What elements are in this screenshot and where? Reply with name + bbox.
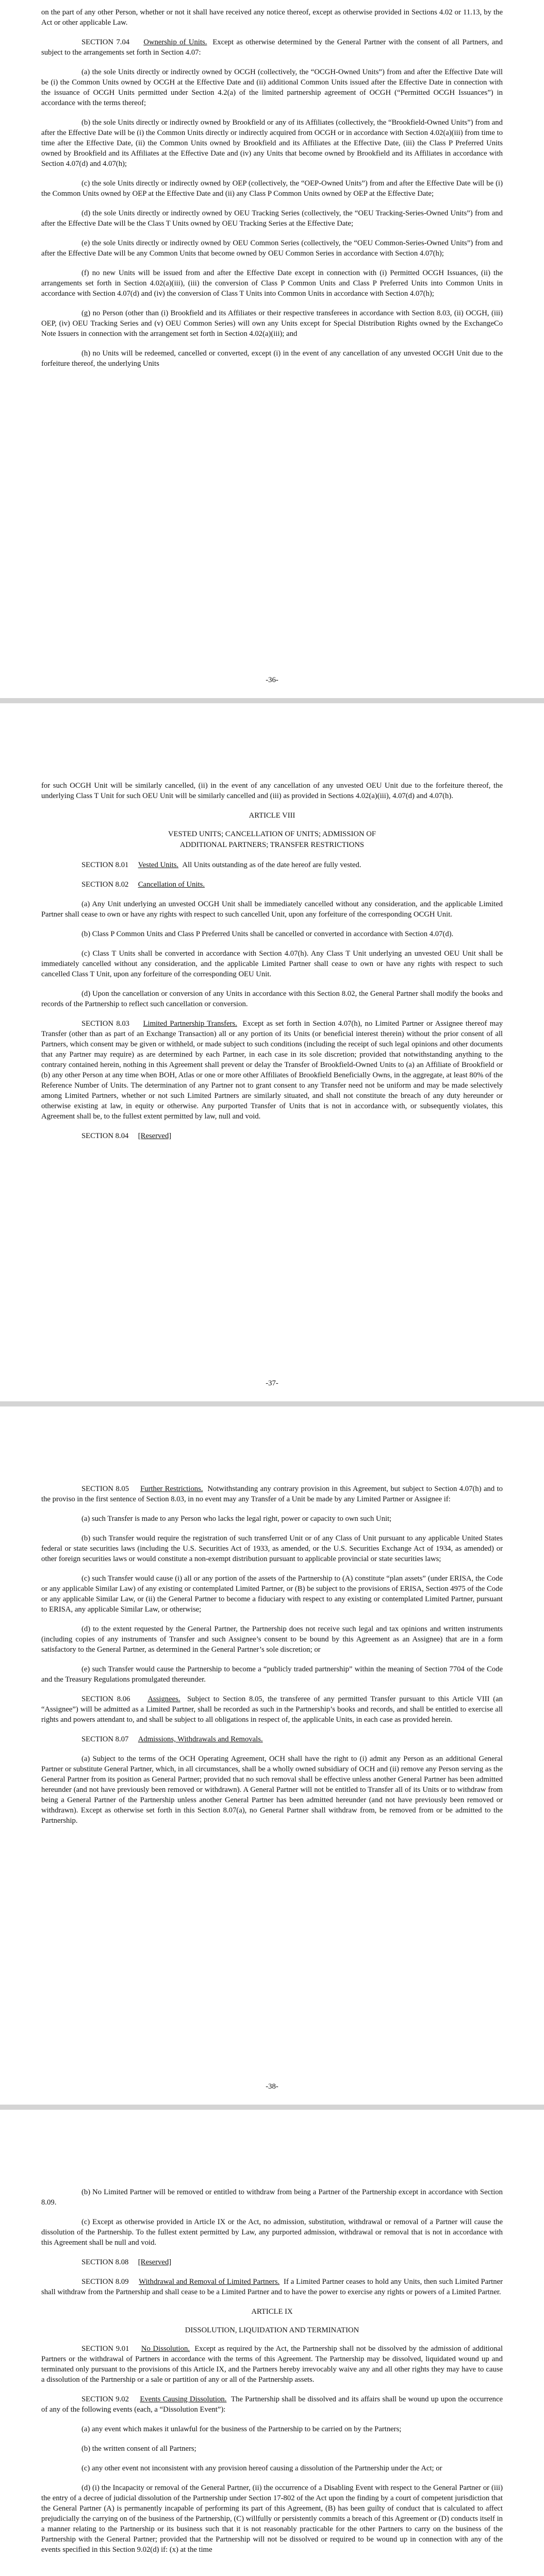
clause-f: (f) no new Units will be issued from and after the Effective Date except in connection with (i) Permitted OCGH Issuances, (ii) the arrangements set forth in Section 4.02(a)(iii), (iii) the conversion of Class P Common Units and Class P Preferred Units into Common Units in accordance with Section 4.07(d) and (iv) the conversion of Class T Units into Common Units in accordance with Section 4.07(h); [41,269,503,298]
clause-a: (a) Subject to the terms of the OCH Operating Agreement, OCH shall have the right to (i) admit any Person as an additional General Partner or substitute General Partner, which, in all circumstances, shall be a wholly owned subsidiary of OCH and (ii) remove any Person serving as the General Partner from its position as General Partner; provided that no such removal shall be effective unless another General Partner has been admitted hereunder (and not have previously been removed or withdrawn). A General Partner will not be entitled to Transfer all of its Units or to withdraw from being a General Partner of the Partnership unless another General Partner has been admitted hereunder (and not have previously been removed or withdrawn). Except as otherwise set forth in this Section 8.07(a), no General Partner shall withdraw from, be removed from or be admitted to the Partnership. [41,1755,503,1825]
page-number: -36- [266,676,278,684]
section-title: Assignees. [147,1695,180,1703]
section-title: Cancellation of Units. [138,880,205,889]
section-body: Notwithstanding any contrary provision in this Agreement, but subject to Section 4.07(h) and to the proviso in the first sentence of Section 8.03, in no event may any Transfer of a Unit be made by any Limited Partner or Assignee if: [41,1485,503,1503]
article-title-line-1: VESTED UNITS; CANCELLATION OF UNITS; ADMISSION OF [168,830,376,838]
section-8-03 [41,1019,503,1122]
section-title: Vested Units. [138,861,179,869]
page-number: -38- [266,2082,278,2091]
article-title-line-2: ADDITIONAL PARTNERS; TRANSFER RESTRICTIONS [179,841,365,849]
section-title: Ownership of Units. [143,38,207,46]
section-7-04 [41,37,503,58]
section-number: SECTION 8.06 [81,1695,130,1703]
section-body: Subject to Section 8.05, the transferee of any permitted Transfer pursuant to this Article VIII (an “Assignee”) will be admitted as a Limited Partner, shall be recorded as such in the Partnership’s books and records, and shall be entitled to exercise all rights and powers attendant to, and shall be subject to all obligations in respect of, the applicable Units, in each case as provided herein. [41,1695,503,1724]
clause-a: (a) such Transfer is made to any Person who lacks the legal right, power or capacity to own such Unit; [81,1515,392,1523]
section-body: If a Limited Partner ceases to hold any Units, then such Limited Partner shall withdraw from the Partnership and shall cease to be a Limited Partner and to have the power to exercise any rights or powers of a Limited Partner. [41,2278,503,2296]
section-number: SECTION 9.01 [81,2345,129,2353]
section-8-08 [41,2257,503,2267]
page-38 [0,1406,544,2105]
clause-b: (b) the written consent of all Partners; [81,2445,196,2453]
section-title: Withdrawal and Removal of Limited Partners. [139,2278,280,2286]
clause-h: (h) no Units will be redeemed, cancelled or converted, except (i) in the event of any cancellation of any unvested OCGH Unit due to the forfeiture thereof, the underlying Units [41,349,503,368]
clause-d: (d) the sole Units directly or indirectly owned by OEU Tracking Series (collectively, the “OEU Tracking-Series-Owned Units”) from and after the Effective Date will be the Class T Units owned by OEU Tracking Series at the Effective Date; [41,209,503,228]
clause-e: (e) the sole Units directly or indirectly owned by OEU Common Series (collectively, the “OEU Common-Series-Owned Units”) from and after the Effective Date will be any Common Units that become owned by OEU Common Series in accordance with Section 4.07(h); [41,239,503,258]
section-title: [Reserved] [138,1132,172,1140]
section-8-06 [41,1694,503,1725]
clause-d: (d) (i) the Incapacity or removal of the General Partner, (ii) the occurrence of a Disabling Event with respect to the General Partner or (iii) the entry of a decree of judicial dissolution of the Partnership under Section 17-802 of the Act upon the finding by a court of competent jurisdiction that the General Partner (A) is permanently incapable of performing its part of this Agreement, (B) has been guilty of conduct that is calculated to affect prejudicially the carrying on of the business of the Partnership, (C) willfully or persistently commits a breach of this Agreement or (D) conducts itself in a manner relating to the Partnership or its business such that it is not reasonably practicable for the other Partners to carry on the business of the Partnership with the General Partner; provided that the Partnership will not be dissolved or required to be wound up in connection with any of the events specified in this Section 9.02(d) if: (x) at the time [41,2484,503,2554]
section-number: SECTION 8.02 [81,880,129,889]
section-title: [Reserved] [138,2258,172,2266]
article-title [41,829,503,851]
section-number: SECTION 8.01 [81,861,129,869]
article-heading: ARTICLE VIII [249,811,295,820]
page-37 [0,703,544,1401]
section-number: SECTION 8.08 [81,2258,129,2266]
clause-c: (c) such Transfer would cause (i) all or any portion of the assets of the Partnership to (A) constitute “plan assets” (under ERISA, the Code or any applicable Similar Law) of any existing or contemplated Limited Partner, or (B) be subject to the provisions of ERISA, Section 4975 of the Code or any applicable Similar Law, or (ii) the General Partner to become a fiduciary with respect to any existing or contemplated Limited Partner, pursuant to ERISA, any applicable Similar Law, or otherwise; [41,1574,503,1614]
section-body: All Units outstanding as of the date hereof are fully vested. [182,861,361,869]
clause-b: (b) the sole Units directly or indirectly owned by Brookfield or any of its Affiliates (collectively, the “Brookfield-Owned Units”) from and after the Effective Date will be (i) the Common Units directly or indirectly acquired from OCGH or in accordance with Section 4.02(a)(iii) from time to time after the Effective Date, (ii) the Common Units owned by Brookfield and its Affiliates at the Effective Date, (iii) the Class P Preferred Units owned by Brookfield and its Affiliates at the Effective Date and (iv) any Units that become owned by Brookfield and its Affiliates in accordance with Section 4.07(d) and 4.07(h); [41,118,503,168]
section-number: SECTION 9.02 [81,2395,129,2403]
section-8-09 [41,2277,503,2297]
section-8-02 [41,879,503,890]
clause-b: (b) such Transfer would require the registration of such transferred Unit or of any Class of Unit pursuant to any applicable United States federal or state securities laws (including the U.S. Securities Act of 1933, as amended, or the U.S. Securities Exchange Act of 1934, as amended) or other foreign securities laws or would constitute a non-exempt distribution pursuant to applicable provincial or state securities laws; [41,1534,503,1563]
clause-d: (d) Upon the cancellation or conversion of any Units in accordance with this Section 8.02, the General Partner shall modify the books and records of the Partnership to reflect such cancellation or conversion. [41,990,503,1008]
section-8-04 [41,1131,503,1141]
section-8-05 [41,1484,503,1504]
section-title: Events Causing Dissolution. [140,2395,227,2403]
clause-c: (c) Except as otherwise provided in Article IX or the Act, no admission, substitution, withdrawal or removal of a Partner will cause the dissolution of the Partnership. To the fullest extent permitted by Law, any purported admission, withdrawal or removal that is not in accordance with this Agreement shall be null and void. [41,2218,503,2247]
clause-a: (a) Any Unit underlying an unvested OCGH Unit shall be immediately cancelled without any consideration, and the applicable Limited Partner shall cease to own or have any rights with respect to such cancelled Unit, upon any forfeiture of the corresponding OCGH Unit. [41,900,503,919]
clause-a: (a) the sole Units directly or indirectly owned by OCGH (collectively, the “OCGH-Owned Units”) from and after the Effective Date will be (i) the Common Units owned by OCGH at the Effective Date and (ii) additional Common Units issued after the Effective Date in connection with the issuance of OCGH Units permitted under Section 4.2(a) of the limited partnership agreement of OCGH (“Permitted OCGH Issuances”) in accordance with the terms thereof; [41,68,503,107]
section-9-01 [41,2344,503,2385]
page-number: -37- [266,1379,278,1387]
clause-b: (b) Class P Common Units and Class P Preferred Units shall be cancelled or converted in accordance with Section 4.07(d). [81,930,454,938]
clause-a: (a) any event which makes it unlawful for the business of the Partnership to be carried on by the Partners; [81,2425,402,2433]
section-9-02 [41,2394,503,2415]
section-title: Admissions, Withdrawals and Removals. [138,1735,263,1743]
page-36 [0,0,544,698]
article-heading: ARTICLE IX [251,2308,293,2316]
paragraph: for such OCGH Unit will be similarly cancelled, (ii) in the event of any cancellation of any unvested OEU Unit due to the forfeiture thereof, the underlying Class T Unit for such OEU Unit will be similarly cancelled and (iii) as provided in Sections 4.02(a)(iii), 4.07(d) and 4.07(h). [41,782,503,800]
clause-d: (d) to the extent requested by the General Partner, the Partnership does not receive such legal and tax opinions and written instruments (including copies of any instruments of Transfer and such Assignee’s consent to be bound by this Agreement as an Assignee) that are in a form satisfactory to the General Partner, as determined in the General Partner’s sole discretion; or [41,1625,503,1654]
section-number: SECTION 8.07 [81,1735,129,1743]
section-number: SECTION 7.04 [81,38,130,46]
clause-g: (g) no Person (other than (i) Brookfield and its Affiliates or their respective transferees in accordance with Section 8.03, (ii) OCGH, (iii) OEP, (iv) OEU Tracking Series and (v) OEU Common Series) will own any Units except for Special Distribution Rights owned by the ExchangeCo Note Issuers in connection with the arrangement set forth in Section 4.02(a)(iii); and [41,309,503,338]
section-number: SECTION 8.04 [81,1132,129,1140]
section-body: The Partnership shall be dissolved and its affairs shall be wound up upon the occurrence of any of the following events (each, a “Dissolution Event”): [41,2395,503,2414]
paragraph: on the part of any other Person, whether or not it shall have received any notice thereof, except as otherwise provided in Sections 4.02 or 11.13, by the Act or other applicable Law. [41,8,503,27]
section-8-01 [41,860,503,870]
section-title: Further Restrictions. [140,1485,203,1493]
section-body: Except as set forth in Section 4.07(h), no Limited Partner or Assignee thereof may Transfer (other than as part of an Exchange Transaction) all or any portion of its Units (or beneficial interest therein) without the prior consent of all Partners, which consent may be given or withheld, or made subject to such conditions (including the receipt of such legal opinions and other documents that any Partner may require) as are determined by each Partner, in each case in its sole discretion; provided that notwithstanding anything to the contrary contained herein, nothing in this Agreement shall prevent or delay the Transfer of Brookfield-Owned Units to (a) an Affiliate of Brookfield or (b) any other Person at any time when BOH, Atlas or one or more other Affiliates of Brookfield Beneficially Owns, in the aggregate, at least 80% of the Reference Number of Units. The determination of any Partner not to grant consent to any Transfer need not be uniform and may be made selectively among Limited Partners, whether or not such Limited Partners are similarly situated, and shall not constitute the breach of any duty hereunder or otherwise existing at law, in equity or otherwise. Any purported Transfer of Units that is not in accordance with, or subsequently violates, this Agreement shall be, to the fullest extent permitted by law, null and void. [41,1020,503,1121]
section-number: SECTION 8.03 [81,1020,130,1028]
clause-b: (b) No Limited Partner will be removed or entitled to withdraw from being a Partner of the Partnership except in accordance with Section 8.09. [41,2188,503,2207]
clause-c: (c) any other event not inconsistent with any provision hereof causing a dissolution of the Partnership under the Act; or [81,2464,442,2472]
clause-c: (c) Class T Units shall be converted in accordance with Section 4.07(h). Any Class T Unit underlying an unvested OEU Unit shall be immediately cancelled without any consideration, and the applicable Limited Partner shall cease to own or have any rights with respect to such cancelled Class T Unit, upon any forfeiture of the corresponding OEU Unit. [41,950,503,978]
article-title: DISSOLUTION, LIQUIDATION AND TERMINATION [185,2326,359,2334]
section-number: SECTION 8.09 [81,2278,129,2286]
section-8-07 [41,1734,503,1744]
section-title: Limited Partnership Transfers. [143,1020,237,1028]
clause-e: (e) such Transfer would cause the Partnership to become a “publicly traded partnership” within the meaning of Section 7704 of the Code and the Treasury Regulations promulgated thereunder. [41,1665,503,1684]
section-body: Except as otherwise determined by the General Partner with the consent of all Partners, and subject to the arrangements set forth in Section 4.07: [41,38,503,57]
page-39 [0,2110,544,2576]
clause-c: (c) the sole Units directly or indirectly owned by OEP (collectively, the “OEP-Owned Units”) from and after the Effective Date will be (i) the Common Units owned by OEP at the Effective Date and (ii) any Class P Common Units owned by OEP at the Effective Date; [41,179,503,198]
section-body: Except as required by the Act, the Partnership shall not be dissolved by the admission of additional Partners or the withdrawal of Partners in accordance with the terms of this Agreement. The Partnership may be dissolved, liquidated wound up and terminated only pursuant to the provisions of this Article IX, and the Partners hereby irrevocably waive any and all other rights they may have to cause a dissolution of the Partnership or a sale or partition of any or all of the Partnership assets. [41,2345,503,2384]
section-title: No Dissolution. [141,2345,190,2353]
section-number: SECTION 8.05 [81,1485,129,1493]
